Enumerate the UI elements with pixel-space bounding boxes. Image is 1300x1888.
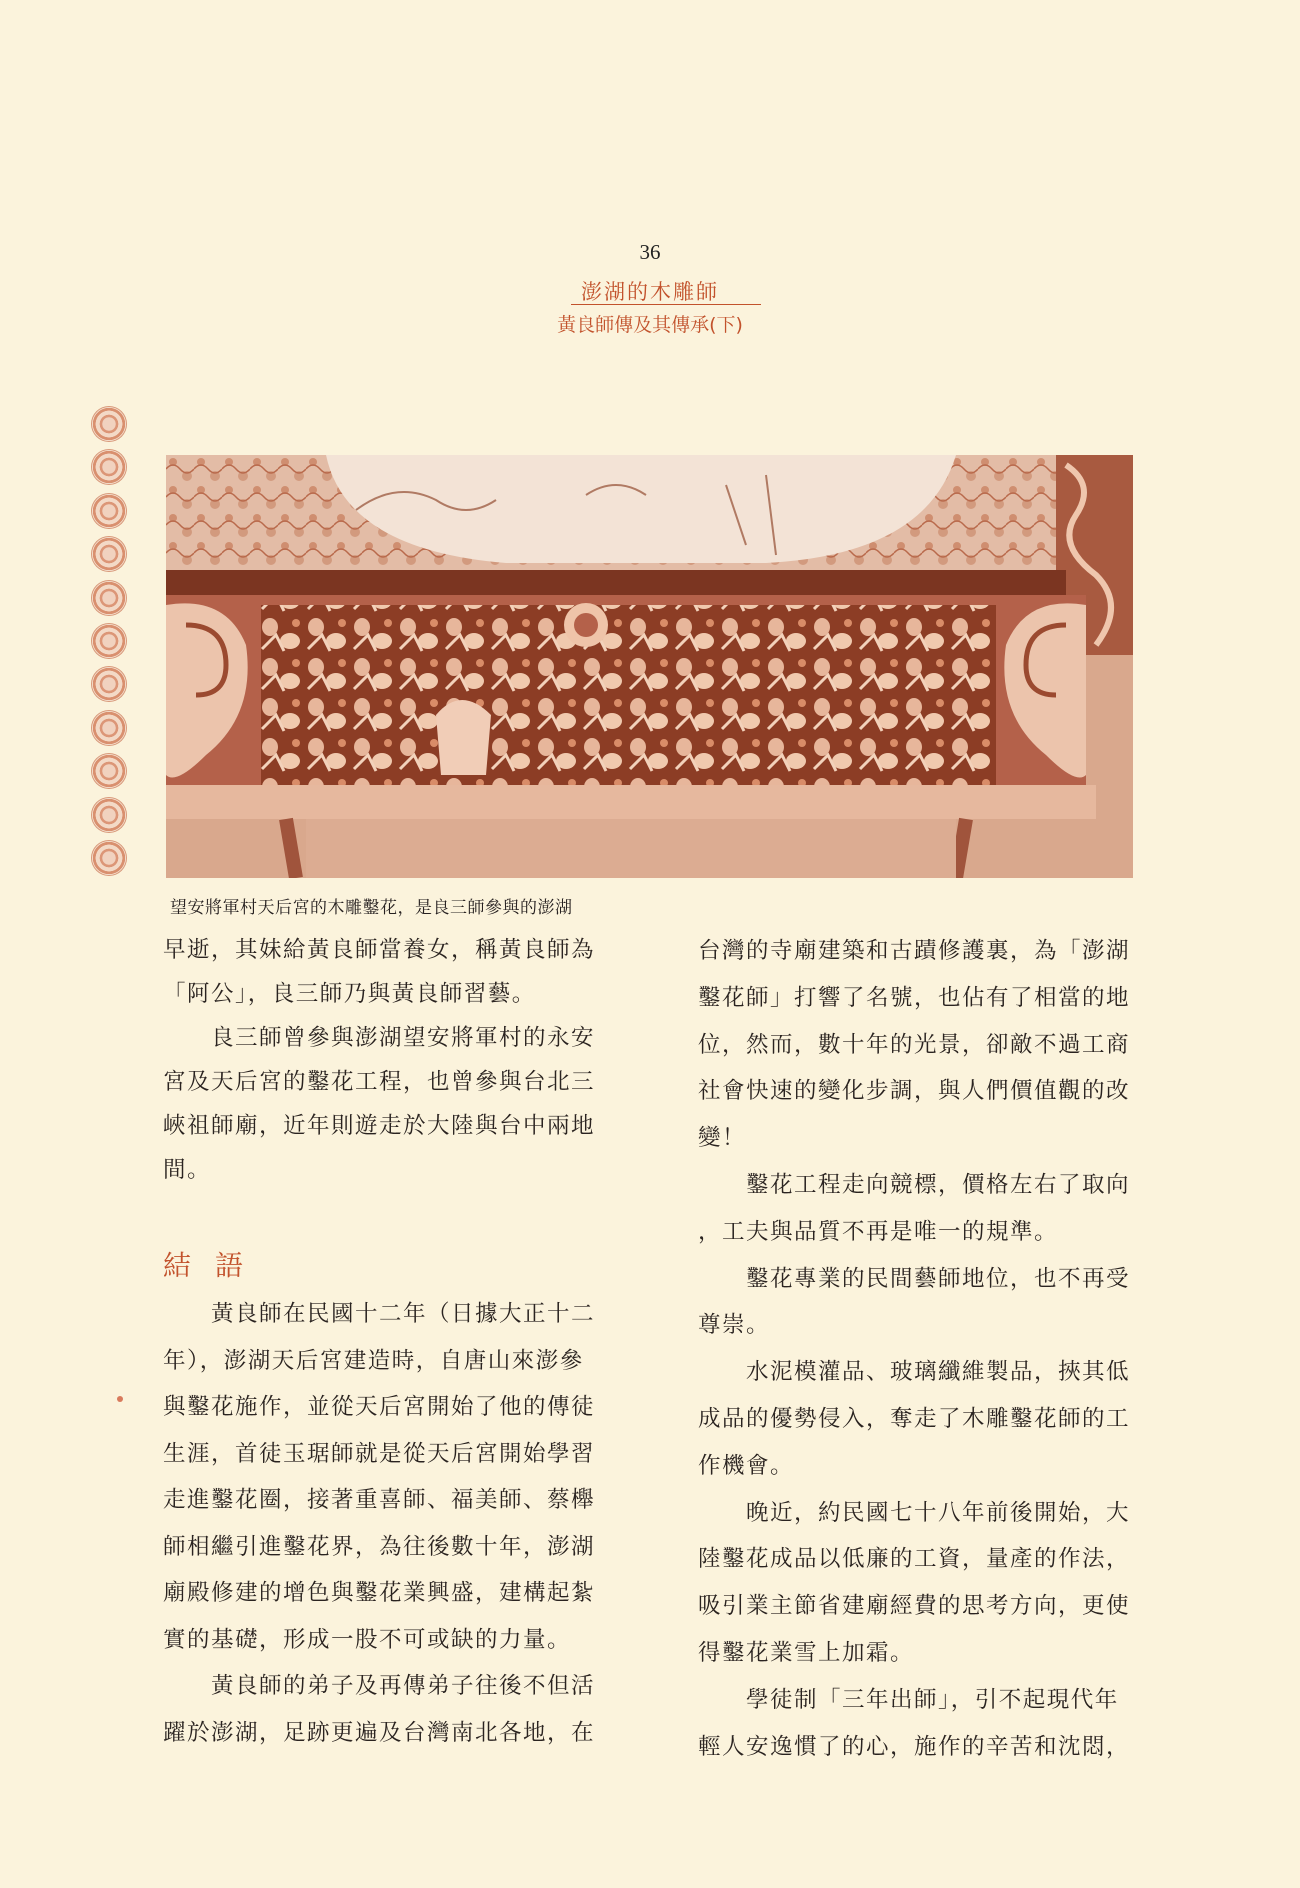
seal-ornament (91, 623, 127, 659)
text-line: 吸引業主節省建廟經費的思考方向，更使 (698, 1593, 1131, 1620)
section-body-text (163, 1291, 595, 1756)
text-line: 學徒制「三年出師」，引不起現代年 (698, 1686, 1119, 1713)
seal-ornament (91, 666, 127, 702)
text-line: 位，然而，數十年的光景，卻敵不過工商 (698, 1031, 1131, 1058)
text-line: 社會快速的變化步調，與人們價值觀的改 (698, 1078, 1131, 1105)
text-line: 陸鑿花成品以低廉的工資，量產的作法， (698, 1546, 1131, 1573)
text-line: 水泥模灌品、玻璃纖維製品，挾其低 (698, 1359, 1131, 1386)
text-line: ，工夫與品質不再是唯一的規準。 (698, 1218, 1059, 1245)
text-line: 得鑿花業雪上加霜。 (698, 1639, 915, 1666)
seal-ornament (91, 840, 127, 876)
text-line: 成品的優勢侵入，奪走了木雕鑿花師的工 (698, 1405, 1131, 1432)
series-title: 澎湖的木雕師 (581, 280, 719, 304)
page-number: 36 (639, 240, 661, 264)
text-line: 實的基礎，形成一股不可或缺的力量。 (163, 1626, 572, 1653)
text-line: 年），澎湖天后宮建造時，自唐山來澎參 (163, 1347, 584, 1374)
seal-ornament (91, 797, 127, 833)
text-line: 宮及天后宮的鑿花工程，也曾參與台北三 (163, 1069, 596, 1095)
right-column-text (698, 928, 1158, 1770)
text-line: 生涯，首徒玉琚師就是從天后宮開始學習 (163, 1440, 596, 1467)
margin-dot (117, 1396, 123, 1402)
text-line: 變！ (698, 1125, 747, 1152)
seal-ornament (91, 449, 127, 485)
text-line: 師相繼引進鑿花界，為往後數十年，澎湖 (163, 1533, 596, 1560)
text-line: 鑿花師」打響了名號，也佔有了相當的地 (698, 984, 1131, 1011)
header-rule (571, 304, 761, 305)
section-heading: 結語 (163, 1249, 268, 1282)
seal-ornament (91, 493, 127, 529)
text-line: 輕人安逸慣了的心，施作的辛苦和沈悶， (698, 1733, 1131, 1760)
text-line: 躍於澎湖，足跡更遍及台灣南北各地，在 (163, 1719, 596, 1746)
text-line: 黃良師在民國十二年（日據大正十二 (163, 1301, 596, 1327)
text-line: 晚近，約民國七十八年前後開始，大 (698, 1499, 1131, 1526)
text-line: 良三師曾參與澎湖望安將軍村的永安 (163, 1025, 596, 1051)
seal-ornament (91, 406, 127, 442)
seal-ornament (91, 536, 127, 572)
figure-caption: 望安將軍村天后宮的木雕鑿花，是良三師參與的澎湖 (170, 898, 573, 918)
left-column-text (163, 928, 623, 1192)
text-line: 鑿花工程走向競標，價格左右了取向 (698, 1171, 1131, 1198)
woodcarving-photo (166, 455, 1133, 878)
text-line: 廟殿修建的增色與鑿花業興盛，建構起紮 (163, 1580, 596, 1606)
text-line: 尊崇。 (698, 1312, 771, 1339)
text-line: 走進鑿花圈，接著重喜師、福美師、蔡櫸 (163, 1487, 596, 1513)
article-title: 黃良師傳及其傳承(下) (557, 314, 743, 336)
text-line: 與鑿花施作，並從天后宮開始了他的傳徒 (163, 1394, 596, 1420)
text-line: 黃良師的弟子及再傳弟子往後不但活 (163, 1673, 596, 1699)
text-line: 作機會。 (698, 1452, 795, 1479)
text-line: 間。 (163, 1157, 212, 1183)
text-line: 鑿花專業的民間藝師地位，也不再受 (698, 1265, 1131, 1292)
text-line: 「阿公」，良三師乃與黃良師習藝。 (163, 981, 536, 1007)
text-line: 早逝，其妹給黃良師當養女，稱黃良師為 (163, 937, 596, 963)
seal-ornament (91, 580, 127, 616)
seal-ornament (91, 753, 127, 789)
decorative-seal-strip (88, 406, 130, 876)
text-line: 台灣的寺廟建築和古蹟修護裏，為「澎湖 (698, 938, 1131, 964)
seal-ornament (91, 710, 127, 746)
text-line: 峽祖師廟，近年則遊走於大陸與台中兩地 (163, 1113, 596, 1139)
